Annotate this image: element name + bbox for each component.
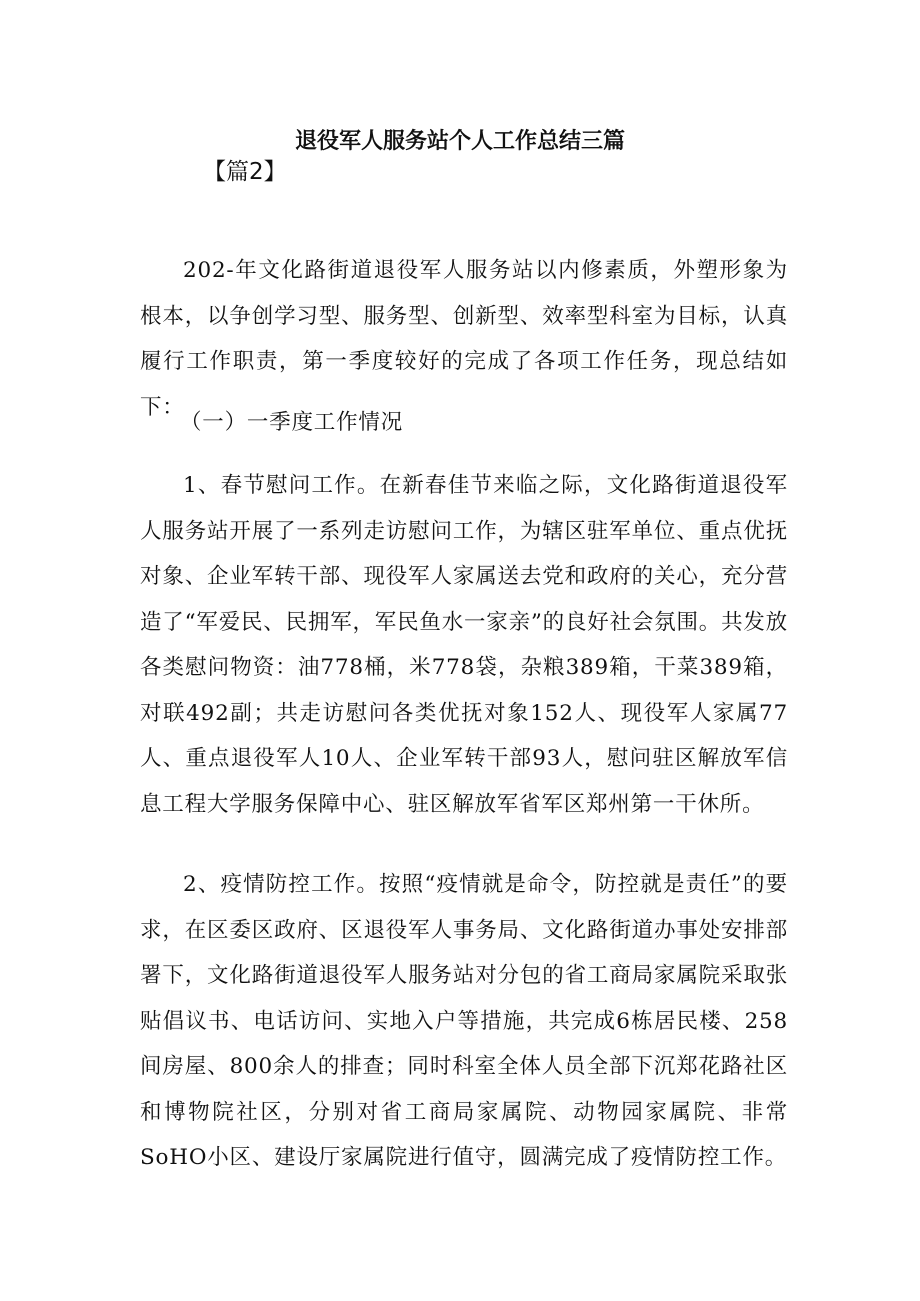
- subheading: （一）一季度工作情况: [180, 410, 404, 435]
- item-1-paragraph: 1、春节慰问工作。在新春佳节来临之际，文化路街道退役军人服务站开展了一系列走访慰问工作，为辖区驻军单位、重点优抚对象、企业军转干部、现役军人家属送去党和政府的关心，充分营造了“军爱民、民拥军，军民鱼水一家亲”的良好社会氛围。共发放各类慰问物资：油778桶，米778袋，杂粮389箱，干菜389箱，对联492副；共走访慰问各类优抚对象152人、现役军人家属77人、重点退役军人10人、企业军转干部93人，慰问驻区解放军信息工程大学服务保障中心、驻区解放军省军区郑州第一干休所。: [140, 473, 788, 817]
- document-title: 退役军人服务站个人工作总结三篇: [294, 129, 625, 154]
- intro-paragraph: 202-年文化路街道退役军人服务站以内修素质，外塑形象为根本，以争创学习型、服务型、创新型、效率型科室为目标，认真履行工作职责，第一季度较好的完成了各项工作任务，现总结如下：: [140, 258, 788, 420]
- section-tag: 【篇2】: [203, 159, 287, 185]
- item-2-paragraph: 2、疫情防控工作。按照“疫情就是命令，防控就是责任”的要求，在区委区政府、区退役军人事务局、文化路街道办事处安排部署下，文化路街道退役军人服务站对分包的省工商局家属院采取张贴倡议书、电话访问、实地入户等措施，共完成6栋居民楼、258间房屋、800余人的排查；同时科室全体人员全部下沉郑花路社区和博物院社区，分别对省工商局家属院、动物园家属院、非常SoHO小区、建设厅家属院进行值守，圆满完成了疫情防控工作。: [140, 872, 788, 1170]
